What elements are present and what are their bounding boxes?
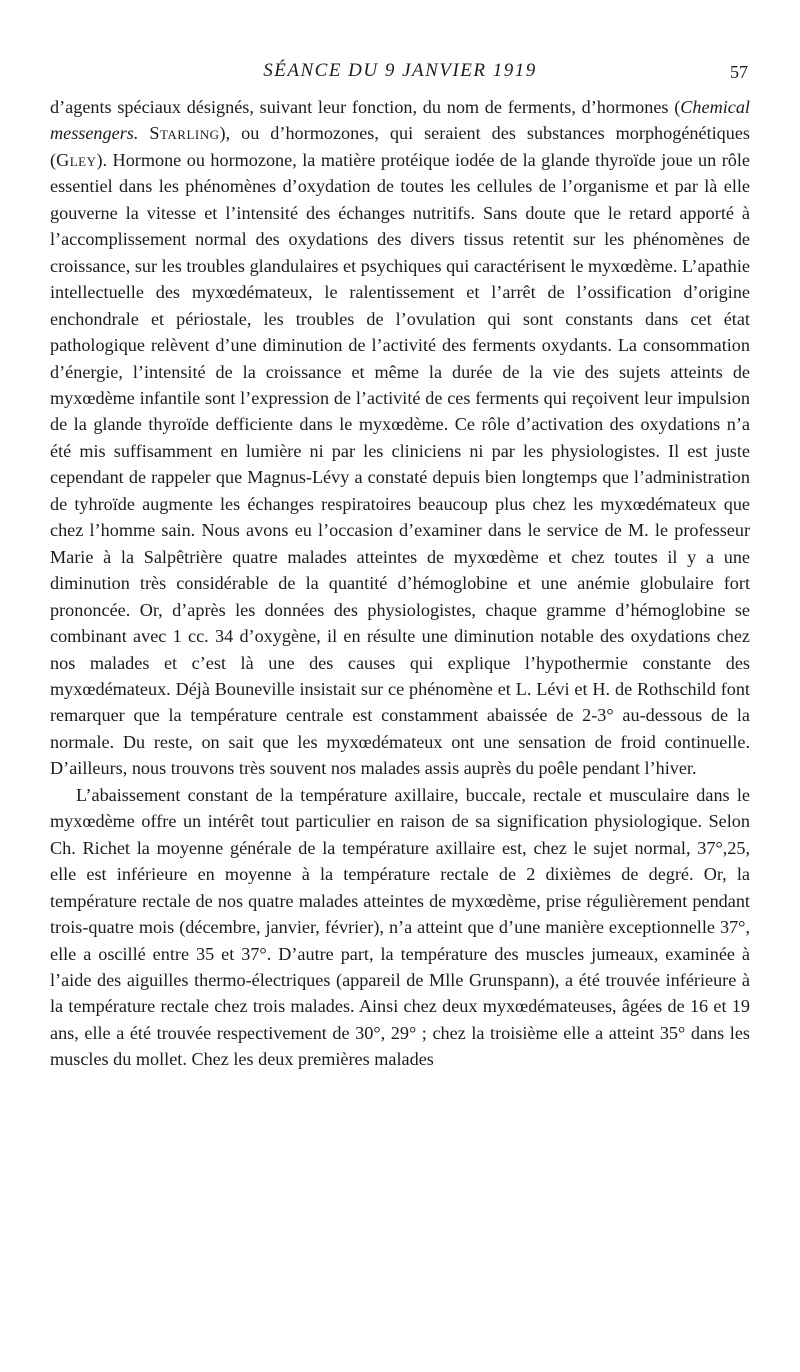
paragraph-2: L’abaissement constant de la température axillaire, buccale, rectale et musculaire dans le myxœdème offre un intérêt tout particulier en raison de sa signification physiologique. Selon Ch. Richet la moyenne générale de la température axillaire est, chez le sujet normal, 37°,25, elle est inférieure en moyenne à la température rectale de 2 dixièmes de degré. Or, la température rectale de nos quatre malades atteintes de myxœdème, prise régulièrement pendant trois-quatre mois (décembre, janvier, février), n’a atteint que d’une manière exceptionnelle 37°, elle a oscillé entre 35 et 37°. D’autre part, la température des muscles jumeaux, examinée à l’aide des aiguilles thermo-électriques (appareil de Mlle Grunspann), a été trouvée inférieure à la température rectale chez trois malades. Ainsi chez deux myxœdémateuses, âgées de 16 et 19 ans, elle a été trouvée respectivement de 30°, 29° ; chez la troisième elle a atteint 35° dans les muscles du mollet. Chez les deux premières malades: [50, 784, 750, 1070]
paragraph-1: [50, 94, 750, 782]
author-gley: Gley: [56, 149, 97, 170]
running-head: [50, 54, 750, 88]
paragraph-1-text-a: d’agents spéciaux désignés, suivant leur fonction, du nom de ferments, d’hormones (: [50, 97, 681, 117]
author-starling: Starling: [149, 123, 220, 144]
paragraph-1-text-g: ). Hormone ou hormozone, la matière protéique iodée de la glande thyroïde joue un rôle essentiel dans les phénomènes d’oxydation de toutes les cellules de l’organisme et par là elle gouverne la vitesse et l’intensité des échanges nutritifs. Sans doute que le retard apporté à l’accomplissement normal des oxydations des divers tissus retentit sur les phénomènes de croissance, sur les troubles glandulaires et psychiques qui caractérisent le myxœdème. L’apathie intellectuelle des myxœdémateux, le ralentissement et l’arrêt de l’ossification d’origine enchondrale et périostale, les troubles de l’ovulation qui sont constants dans cet état pathologique relèvent d’une diminution de l’activité des ferments oxydants. La consommation d’énergie, l’intensité de la croissance et même la durée de la vie des sujets atteints de myxœdème infantile sont l’expression de l’activité de ces ferments qui reçoivent leur impulsion de la glande thyroïde defficiente dans le myxœdème. Ce rôle d’activation des oxydations n’a été mis suffisamment en lumière ni par les cliniciens ni par les physiologistes. Il est juste cependant de rappeler que Magnus-Lévy a constaté depuis bien longtemps que l’administration de tyhroïde augmente les échanges respiratoires beaucoup plus chez les myxœdémateux que chez l’homme sain. Nous avons eu l’occasion d’examiner dans le service de M. le professeur Marie à la Salpêtrière quatre malades atteintes de myxœdème et chez toutes il y a une diminution très considérable de la quantité d’hémoglobine et une anémie globulaire fort prononcée. Or, d’après les données des physiologistes, chaque gramme d’hémoglobine se combinant avec 1 cc. 34 d’oxygène, il en résulte une diminution notable des oxydations chez nos malades et c’est là une des causes qui explique l’hypothermie constante des myxœdémateux. Déjà Bouneville insistait sur ce phénomène et L. Lévi et H. de Rothschild font remarquer que la température centrale est constamment abaissée de 2-3° au-dessous de la normale. Du reste, on sait que les myxœdémateux ont une sensation de froid continuelle. D’ailleurs, nous trouvons très souvent nos malades assis auprès du poêle pendant l’hiver.: [50, 149, 750, 779]
chemical-messengers-term: Chemical messengers.: [50, 97, 750, 144]
running-title: SÉANCE DU 9 JANVIER 1919: [263, 60, 537, 81]
paragraph-1-text-e: ), ou d’hormozones, qui seraient des substances morphogénétiques (: [50, 123, 751, 170]
page-number: 57: [730, 62, 748, 82]
paragraph-1-text-c: [138, 123, 149, 143]
body-text: [50, 94, 750, 1073]
